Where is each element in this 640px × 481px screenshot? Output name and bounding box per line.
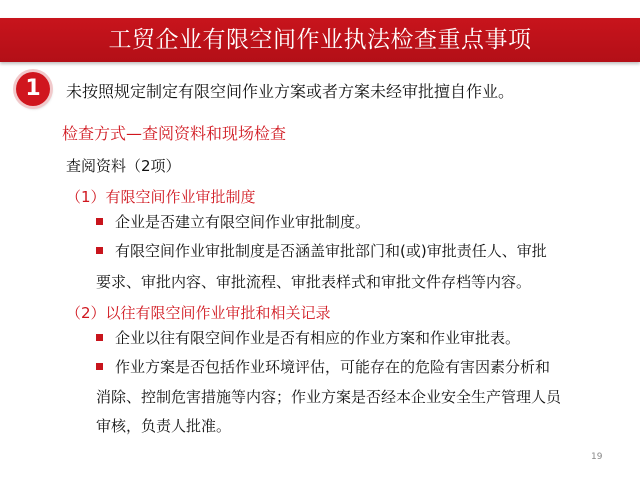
data-review-heading: 查阅资料（2项） — [66, 157, 181, 175]
item-number-badge: 1 — [16, 72, 50, 106]
square-bullet-icon — [96, 363, 103, 370]
section-label: （1）有限空间作业审批制度 — [66, 188, 256, 206]
bullet-item — [96, 208, 370, 237]
bullet-item — [96, 353, 550, 382]
square-bullet-icon — [96, 218, 103, 225]
bullet-text: 企业以往有限空间作业是否有相应的作业方案和作业审批表。 — [115, 329, 521, 347]
item-heading: 未按照规定制定有限空间作业方案或者方案未经审批擅自作业。 — [66, 82, 515, 101]
square-bullet-icon — [96, 334, 103, 341]
bullet-item — [96, 237, 547, 266]
bullet-text: 有限空间作业审批制度是否涵盖审批部门和(或)审批责任人、审批 — [115, 242, 547, 260]
slide-title: 工贸企业有限空间作业执法检查重点事项 — [108, 27, 532, 53]
bullet-text: 企业是否建立有限空间作业审批制度。 — [115, 213, 371, 231]
bullet-text-continued: 要求、审批内容、审批流程、审批表样式和审批文件存档等内容。 — [96, 273, 532, 291]
title-bar — [0, 18, 640, 62]
bullet-text-continued: 审核，负责人批准。 — [96, 417, 232, 435]
square-bullet-icon — [96, 247, 103, 254]
bullet-item — [96, 324, 520, 353]
section-label: （2）以往有限空间作业审批和相关记录 — [66, 304, 331, 322]
page-number: 19 — [591, 452, 603, 462]
bullet-text: 作业方案是否包括作业环境评估，可能存在的危险有害因素分析和 — [115, 358, 551, 376]
inspection-method: 检查方式—查阅资料和现场检查 — [62, 124, 287, 143]
bullet-text-continued: 消除、控制危害措施等内容；作业方案是否经本企业安全生产管理人员 — [96, 388, 562, 406]
